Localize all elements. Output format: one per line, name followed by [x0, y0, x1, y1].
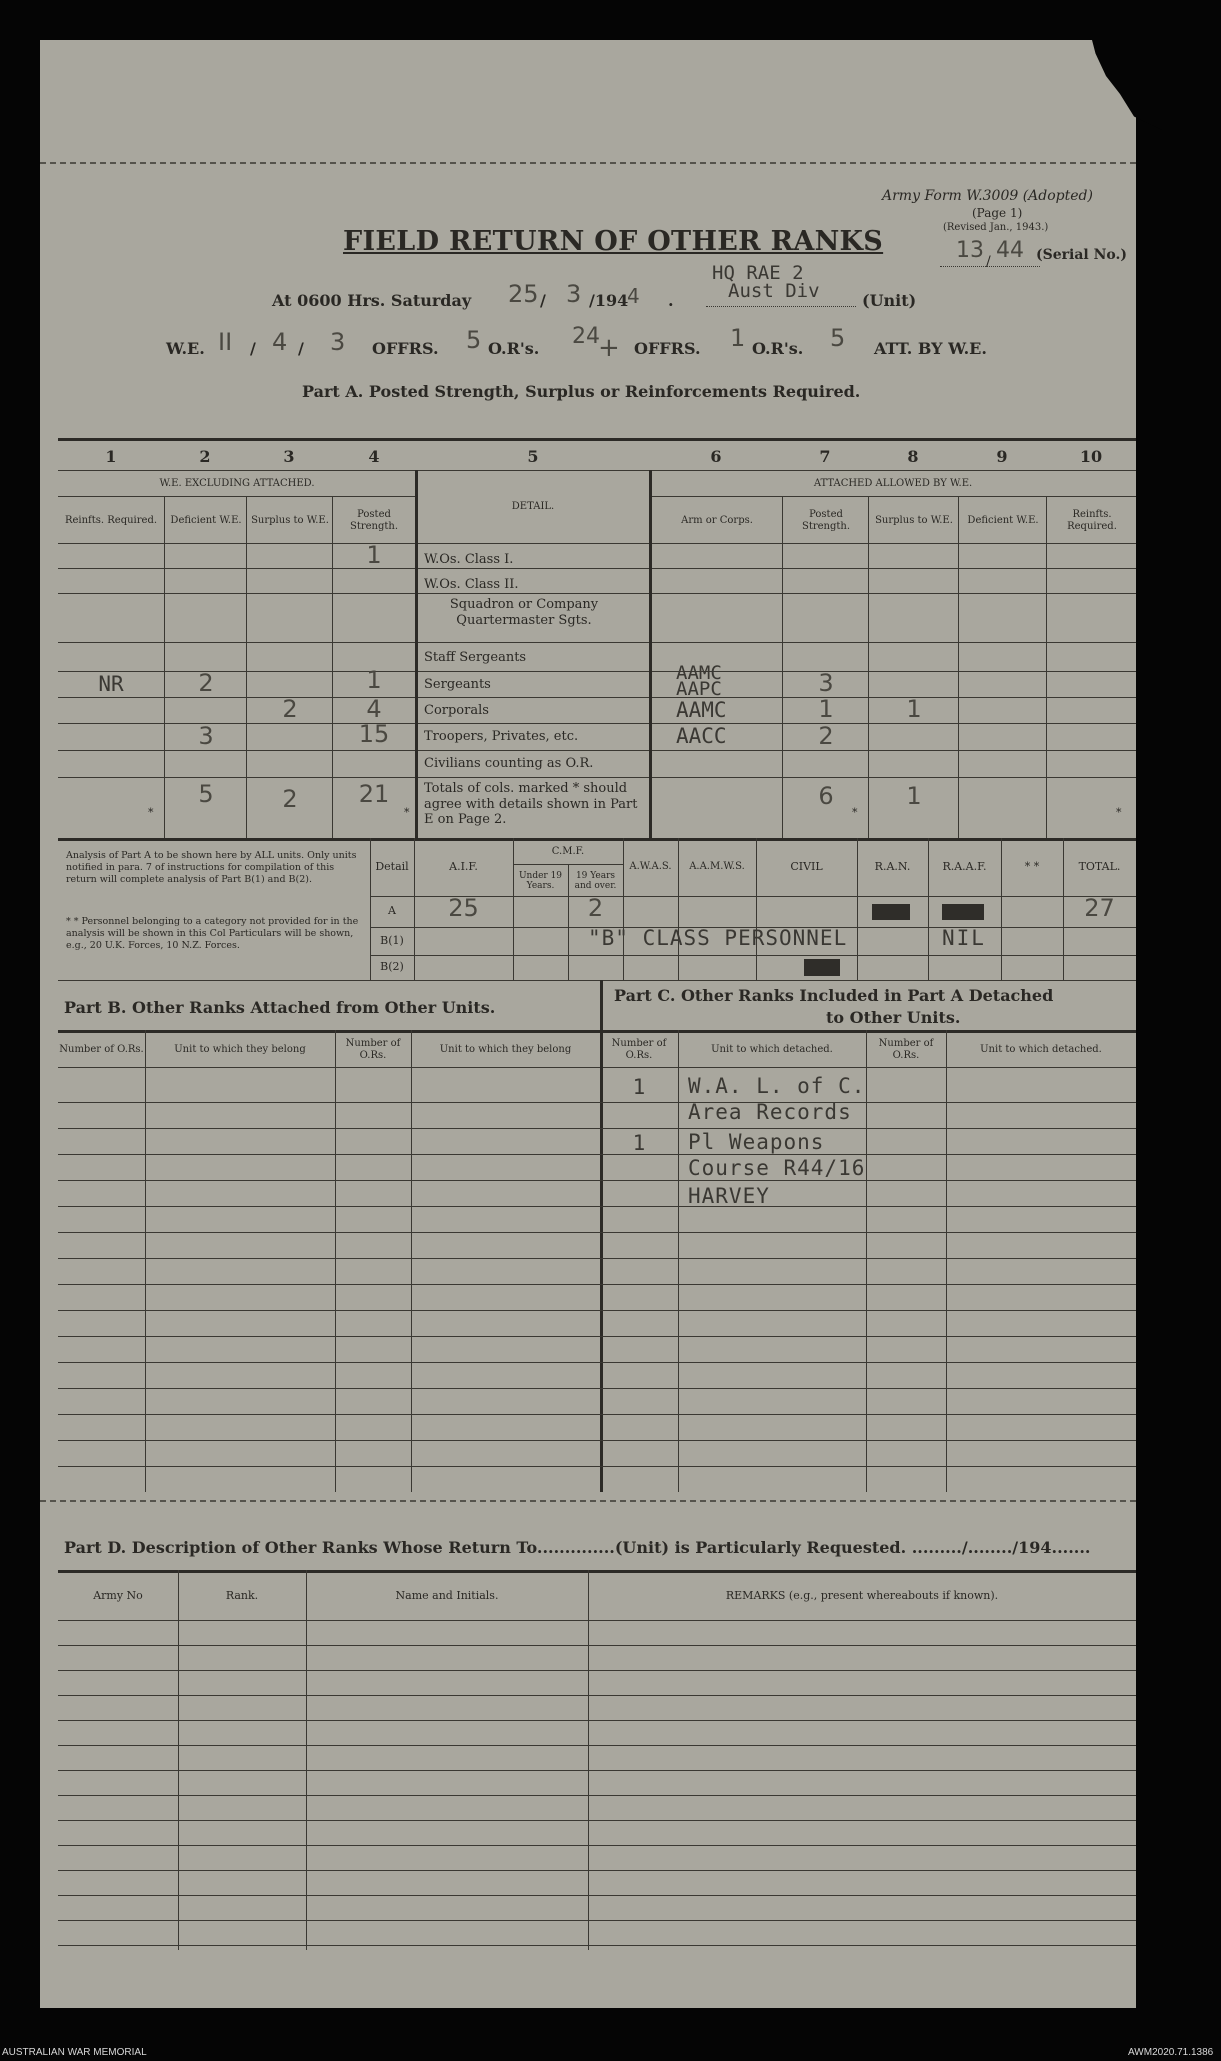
col-number: 6: [710, 446, 722, 466]
row-detail: W.Os. Class II.: [424, 577, 519, 592]
ruled-row: [58, 1440, 1136, 1441]
part-c-col-unit: Unit to which detached.: [980, 1043, 1102, 1055]
ors2-label: O.R's.: [752, 339, 804, 358]
part-c-col-number: Number of O.Rs.: [611, 1038, 667, 1061]
serial-a: 13: [956, 238, 984, 263]
serial-b: 44: [996, 238, 1024, 263]
ruled-row: [58, 1820, 1136, 1821]
page-title: FIELD RETURN OF OTHER RANKS: [343, 226, 884, 257]
analysis-a-over19: 2: [587, 893, 604, 922]
unit-line2: Aust Div: [728, 280, 820, 302]
part-c-entry-number: 1: [632, 1130, 646, 1155]
col-head-reinfts-att: Reinfts. Required.: [1067, 509, 1117, 532]
attached-allowed-heading: ATTACHED ALLOWED BY W.E.: [813, 478, 973, 490]
part-d-col-name: Name and Initials.: [395, 1588, 499, 1602]
col-number: 1: [105, 446, 117, 466]
col-head-posted: Posted Strength.: [349, 509, 399, 532]
ruled-row: [58, 1232, 1136, 1233]
offrs2-label: OFFRS.: [634, 339, 701, 358]
ruled-row: [58, 1695, 1136, 1696]
part-c-entry-unit: Area Records: [688, 1100, 852, 1124]
ruled-row: [58, 1180, 1136, 1181]
wos1-posted: 1: [366, 540, 382, 569]
ruled-row: [58, 1645, 1136, 1646]
cpls-att-surplus: 1: [906, 695, 922, 724]
total-posted: 21: [358, 780, 390, 809]
we-2: 4: [272, 328, 288, 356]
ruled-row: [58, 1128, 1136, 1129]
ruled-row: [58, 1102, 1136, 1103]
total-star: *: [148, 806, 154, 819]
analysis-aif-head: A.I.F.: [449, 859, 478, 873]
row-detail: Troopers, Privates, etc.: [424, 729, 579, 744]
analysis-row-label: B(1): [380, 933, 404, 947]
pts-deficient: 3: [198, 721, 214, 750]
footer-accession: AWM2020.71.1386: [1128, 2047, 1214, 2058]
ruled-row: [58, 1154, 1136, 1155]
ruled-row: [58, 1895, 1136, 1896]
ruled-row: [58, 1845, 1136, 1846]
col-number: 2: [199, 446, 211, 466]
offrs-label: OFFRS.: [372, 339, 439, 358]
ors-value: 24: [572, 324, 600, 349]
we-label: W.E.: [166, 339, 205, 358]
total-att-posted: 6: [818, 782, 834, 811]
form-revised: (Revised Jan., 1943.): [943, 222, 1049, 233]
row-detail: Civilians counting as O.R.: [424, 756, 594, 771]
unit-label: (Unit): [862, 291, 917, 310]
row-detail: W.Os. Class I.: [424, 552, 514, 567]
analysis-over19-head: 19 Years and over.: [574, 870, 617, 891]
date-month: 3: [566, 280, 582, 308]
ruled-row: [58, 1414, 1136, 1415]
date-year-digit: 4: [627, 284, 640, 308]
part-d-heading: Part D. Description of Other Ranks Whose Return To..............(Unit) is Particularly Requested. ........./......../194.......: [64, 1538, 1091, 1557]
perforation-middle: [40, 1500, 1136, 1502]
ruled-row: [58, 1310, 1136, 1311]
ruled-row: [58, 1720, 1136, 1721]
analysis-raaf-head: R.A.A.F.: [942, 859, 987, 873]
analysis-cmf-head: C.M.F.: [551, 846, 585, 858]
ruled-row: [58, 1388, 1136, 1389]
analysis-nil: NIL: [942, 926, 986, 950]
col-head-reinfts: Reinfts. Required.: [64, 514, 158, 526]
ruled-row: [58, 1945, 1136, 1946]
pts-arm: AACC: [676, 724, 727, 748]
row-detail: Staff Sergeants: [424, 650, 527, 665]
part-c-col-number: Number of O.Rs.: [878, 1038, 934, 1061]
redaction-civil: [804, 959, 840, 976]
part-b-col-unit: Unit to which they belong: [174, 1043, 306, 1055]
col-number: 5: [527, 446, 539, 466]
ors-label: O.R's.: [488, 339, 540, 358]
ruled-row: [58, 1745, 1136, 1746]
ruled-row: [58, 1362, 1136, 1363]
ruled-row: [58, 1284, 1136, 1285]
ruled-row: [58, 1795, 1136, 1796]
col-head-surplus: Surplus to W.E.: [251, 514, 329, 526]
sgts-posted: 1: [366, 666, 382, 695]
cpls-posted: 4: [366, 695, 382, 724]
form-number: Army Form W.3009 (Adopted): [882, 188, 1093, 204]
total-star: *: [404, 806, 410, 819]
part-c-entry-unit: HARVEY: [688, 1184, 770, 1208]
total-star: *: [852, 806, 858, 819]
sgts-deficient: 2: [198, 669, 214, 698]
analysis-note2: * * Personnel belonging to a category not provided for in the analysis will be shown in this Col Particulars will be shown, e.g., 20 U.K. Forces, 10 N.Z. Forces.: [66, 916, 359, 951]
redaction-ran: [872, 904, 910, 920]
sgts-arm-2: AAPC: [676, 678, 722, 700]
col-number: 10: [1079, 446, 1103, 466]
part-c-heading-2: to Other Units.: [826, 1008, 961, 1027]
ruled-row: [58, 1336, 1136, 1337]
total-deficient: 5: [198, 780, 214, 809]
analysis-total-head: TOTAL.: [1078, 859, 1121, 873]
offrs-value: 5: [466, 326, 482, 354]
total-att-surplus: 1: [906, 782, 922, 811]
analysis-row-label: A: [388, 904, 396, 918]
cpls-surplus: 2: [282, 695, 298, 724]
part-d-col-remarks: REMARKS (e.g., present whereabouts if known).: [725, 1588, 999, 1602]
part-a-heading: Part A. Posted Strength, Surplus or Reinforcements Required.: [302, 382, 861, 401]
ors2-value: 5: [830, 324, 846, 352]
analysis-ran-head: R.A.N.: [874, 859, 911, 873]
sgts-arm-1: AAMC: [676, 662, 722, 684]
sgts-att-posted: 3: [818, 669, 834, 698]
analysis-under19-head: Under 19 Years.: [518, 870, 563, 891]
ruled-row: [58, 1206, 1136, 1207]
analysis-a-aif: 25: [448, 893, 479, 922]
col-number: 3: [283, 446, 295, 466]
part-c-heading-1: Part C. Other Ranks Included in Part A Detached: [614, 986, 1054, 1005]
ruled-row: [58, 1870, 1136, 1871]
analysis-b-class: "B" CLASS PERSONNEL: [588, 926, 848, 950]
analysis-aamws-head: A.A.M.W.S.: [689, 861, 745, 873]
part-c-entry-unit: Pl Weapons: [688, 1130, 825, 1154]
row-detail: Corporals: [424, 703, 489, 718]
col-head-arm-corps: Arm or Corps.: [681, 514, 753, 526]
at-label: At 0600 Hrs. Saturday: [272, 291, 472, 310]
col-number: 8: [907, 446, 919, 466]
col-head-deficient-att: Deficient W.E.: [967, 514, 1039, 526]
serial-label: (Serial No.): [1036, 247, 1127, 263]
analysis-stars-head: * *: [1024, 859, 1040, 873]
col-head-deficient: Deficient W.E.: [170, 514, 242, 526]
part-c-entry-unit: Course R44/16: [688, 1156, 866, 1180]
part-b-heading: Part B. Other Ranks Attached from Other Units.: [64, 998, 496, 1017]
part-c-col-unit: Unit to which detached.: [711, 1043, 833, 1055]
row-detail: Sergeants: [424, 677, 491, 692]
part-d-col-army-no: Army No: [93, 1588, 143, 1602]
att-label: ATT. BY W.E.: [874, 339, 987, 358]
sgts-reinfts: NR: [98, 671, 124, 696]
part-b-col-number: Number of O.Rs.: [345, 1038, 401, 1061]
date-day: 25: [508, 280, 539, 308]
totals-detail: Totals of cols. marked * should agree with details shown in Part E on Page 2.: [424, 781, 638, 828]
ruled-row: [58, 1466, 1136, 1467]
part-d-col-rank: Rank.: [225, 1588, 259, 1602]
part-c-entry-number: 1: [632, 1074, 646, 1099]
analysis-awas-head: A.W.A.S.: [629, 861, 672, 873]
pts-att-posted: 2: [818, 721, 834, 750]
ruled-row: [58, 1670, 1136, 1671]
ruled-row: [58, 1258, 1136, 1259]
analysis-detail-head: Detail: [375, 859, 409, 873]
analysis-note1: Analysis of Part A to be shown here by ALL units. Only units notified in para. 7 of instructions for compilation of this return will complete analysis of Part B(1) and B(2).: [66, 850, 357, 885]
analysis-civil-head: CIVIL: [790, 859, 823, 873]
analysis-a-total: 27: [1084, 893, 1115, 922]
redaction-raaf: [942, 904, 984, 920]
part-b-col-unit: Unit to which they belong: [439, 1043, 572, 1055]
unit-line1: HQ RAE 2: [712, 262, 804, 284]
we-excluding-heading: W.E. EXCLUDING ATTACHED.: [159, 478, 315, 490]
row-detail: Squadron or Company Quartermaster Sgts.: [449, 597, 599, 629]
cpls-arm: AAMC: [676, 698, 727, 722]
total-surplus: 2: [282, 785, 298, 814]
col-head-surplus-att: Surplus to W.E.: [875, 514, 953, 526]
pts-posted: 15: [358, 719, 390, 748]
col-head-posted-att: Posted Strength.: [801, 509, 851, 532]
part-c-entry-unit: W.A. L. of C.: [688, 1074, 866, 1098]
col-number: 9: [996, 446, 1008, 466]
offrs2-value: 1: [730, 324, 746, 352]
footer-credit: AUSTRALIAN WAR MEMORIAL: [2, 2047, 147, 2058]
col-number: 4: [368, 446, 380, 466]
perforation-top: [40, 162, 1136, 164]
ruled-row: [58, 1770, 1136, 1771]
analysis-row-label: B(2): [380, 960, 404, 974]
we-1: II: [218, 328, 233, 356]
detail-heading: DETAIL.: [511, 500, 555, 512]
form-page: (Page 1): [972, 206, 1023, 220]
ruled-row: [58, 1920, 1136, 1921]
part-b-col-number: Number of O.Rs.: [59, 1043, 144, 1055]
col-number: 7: [819, 446, 831, 466]
cpls-att-posted: 1: [818, 695, 834, 724]
we-3: 3: [330, 328, 346, 356]
total-star: *: [1116, 806, 1122, 819]
plus-sign: +: [598, 333, 620, 363]
date-year-prefix: /194: [589, 291, 629, 310]
